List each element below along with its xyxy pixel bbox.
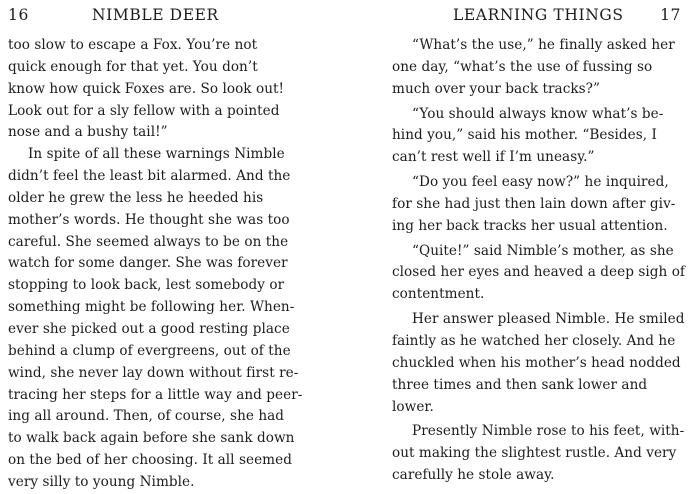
left-page [0,0,345,490]
page-body [8,35,302,494]
text-line: watch for some danger. She was forever [8,255,288,272]
text-line: Look out for a sly fellow with a pointed [8,102,280,119]
page-number: 17 [660,6,681,24]
text-line: tracing her steps for a little way and peer- [8,386,303,403]
text-line: older he grew the less he heeded his [8,189,264,206]
text-line: quick enough for that yet. You don’t [8,58,258,75]
text-line: for she had just then lain down after giv- [392,195,676,212]
text-line: ing her back tracks her usual attention. [392,217,668,234]
text-line: ing all around. Then, of course, she had [8,408,285,425]
text-line: on the bed of her choosing. It all seemed [8,452,292,469]
text-line: careful. She seemed always to be on the [8,233,289,250]
text-line: closed her eyes and heaved a deep sigh of [392,264,686,281]
text-line: too slow to escape a Fox. You’re not [8,37,258,53]
text-line: Her answer pleased Nimble. He smiled [412,311,685,328]
text-line: much over your back tracks?” [392,80,601,97]
text-line: hind you,” said his mother. “Besides, I [392,127,657,144]
text-line: know how quick Foxes are. So look out! [8,80,285,97]
text-line: can’t rest well if I’m uneasy.” [392,149,595,166]
running-head: NIMBLE DEER [92,6,219,24]
text-line: out making the slightest rustle. And very [392,445,677,462]
text-line: chuckled when his mother’s head nodded [392,354,681,371]
text-line: three times and then sank lower and [392,376,648,393]
page-body [392,35,685,487]
text-line: contentment. [392,286,485,303]
text-line: “Quite!” said Nimble’s mother, as she [412,242,674,259]
right-page [345,0,689,484]
text-line: In spite of all these warnings Nimble [28,146,285,163]
text-line: faintly as he watched her closely. And he [392,332,676,349]
running-head: LEARNING THINGS [453,6,624,24]
text-line: “What’s the use,” he finally asked her [412,37,675,53]
text-line: very silly to young Nimble. [8,473,195,490]
text-line: behind a clump of evergreens, out of the [8,342,291,359]
text-line: wind, she never lay down without first re- [8,364,299,381]
text-line: mother’s words. He thought she was too [8,211,290,228]
text-line: stopping to look back, lest somebody or [8,277,285,294]
text-line: something might be following her. When- [8,299,295,316]
text-line: to walk back again before she sank down [8,430,295,447]
text-line: “Do you feel easy now?” he inquired, [412,174,669,191]
text-line: one day, “what’s the use of fussing so [392,58,653,75]
text-line: nose and a bushy tail!” [8,124,168,141]
text-line: lower. [392,398,434,415]
text-line: carefully he stole away. [392,467,555,484]
text-line: ever she picked out a good resting place [8,320,290,337]
page-number: 16 [8,6,29,24]
text-line: Presently Nimble rose to his feet, with- [412,423,685,440]
text-line: didn’t feel the least bit alarmed. And the [8,168,291,185]
text-line: “You should always know what’s be- [412,105,664,122]
